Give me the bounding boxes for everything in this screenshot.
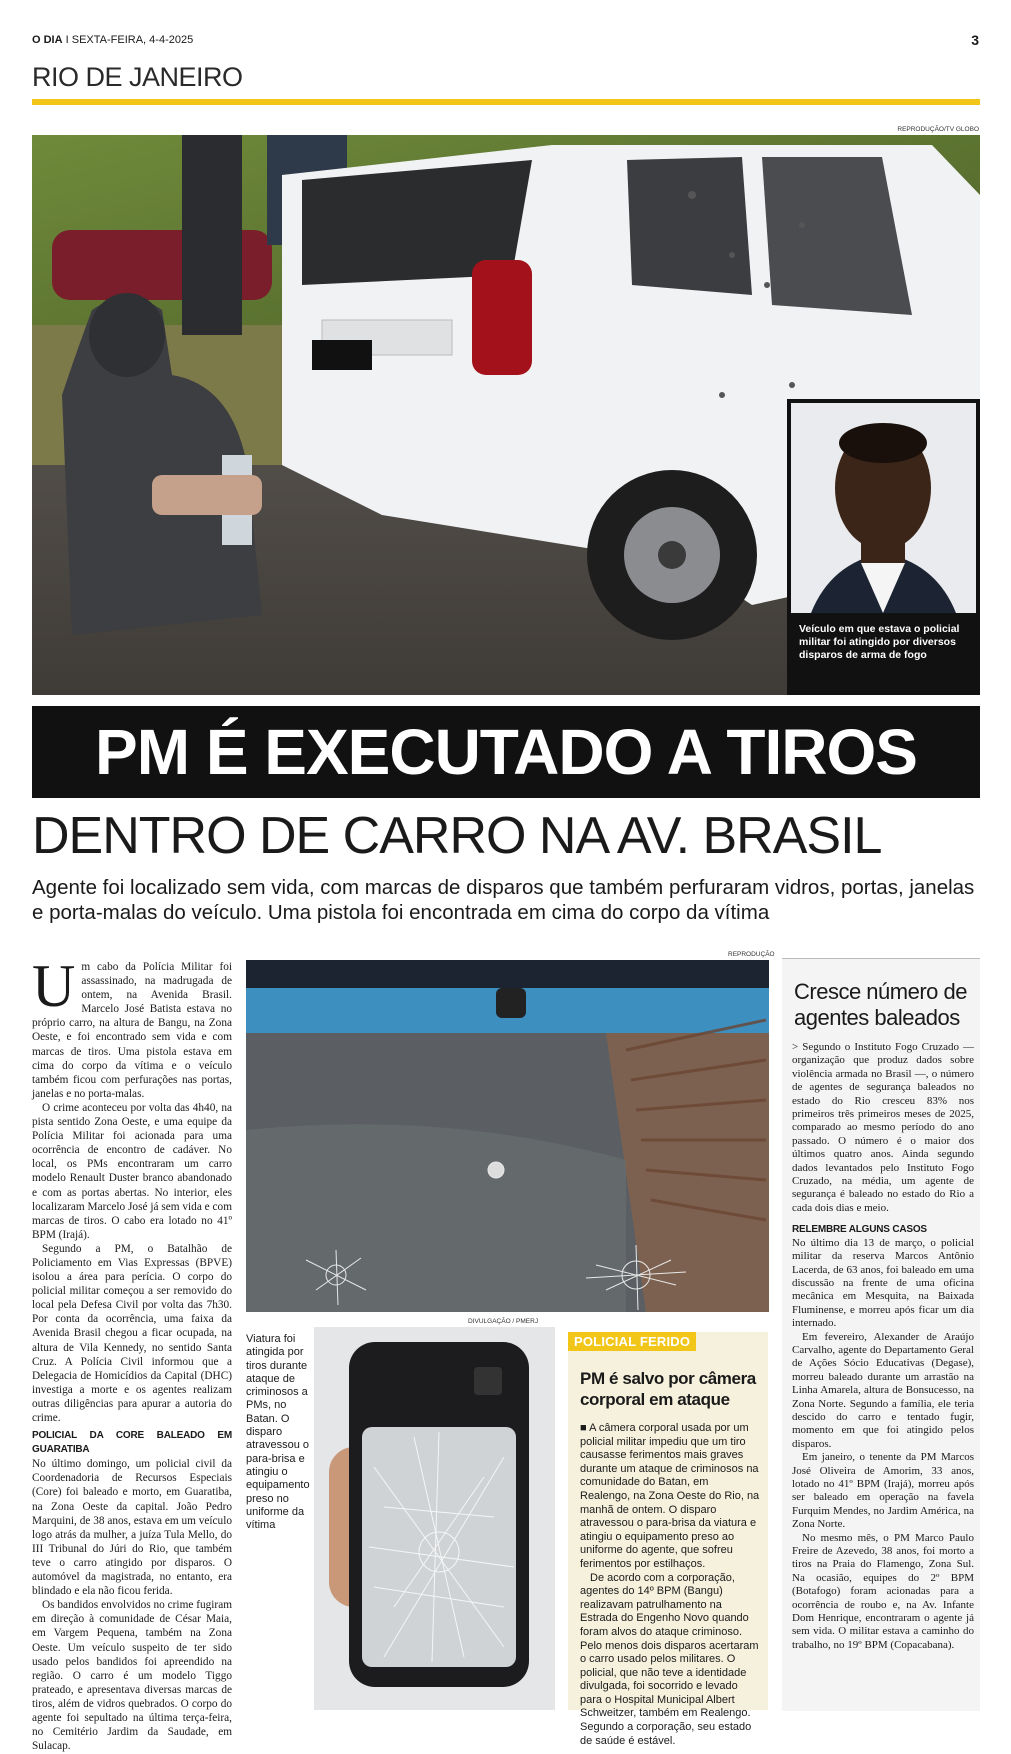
article-paragraph: No último domingo, um policial civil da Coordenadoria de Recursos Especiais (Core) foi baleado e morto, em Guaratiba, na Zona Oeste da capital. João Pedro Marquini, de 38 anos, estava em um veículo logo atrás da mulher, a juíza Tula Mello, do III Tribunal do Júri do Rio, que também teve o carro atingido por disparos. O automóvel da magistrada, no entanto, era blindado e ela não ficou ferida. [32,1458,232,1598]
page-number: 3 [971,32,979,48]
article-paragraph: O crime aconteceu por volta das 4h40, na pista sentido Zona Oeste, e uma equipe da Polícia Militar foi acionada para uma ocorrência de encontro de cadáver. No local, os PMs encontraram um carro modelo Renault Duster branco abandonado e com as portas abertas. No interior, eles localizaram Marcelo José já sem vida e com marcas de tiros. O cabo era lotado no 41º BPM (Irajá). [32,1101,232,1241]
main-photo-credit: REPRODUÇÃO/TV GLOBO [897,126,979,133]
section-title: RIO DE JANEIRO [32,62,243,92]
deck: Agente foi localizado sem vida, com marcas de disparos que também perfuraram vidros, portas, janelas e porta-malas do veículo. Uma pistola foi encontrada em cima do corpo da vítima [32,876,975,924]
brand-name: O DIA [32,34,63,46]
main-photo-caption: Veículo em que estava o policial militar foi atingido por diversos disparos de arma de fogo [791,617,976,668]
issue-date: SEXTA-FEIRA, 4-4-2025 [71,34,194,46]
article-paragraph: Os bandidos envolvidos no crime fugiram em direção à comunidade de César Maia, em Vargem Pequena, também na Zona Oeste. Um veículo suspeito de ter sido usado pelos bandidos foi apreendido na região. O carro é um modelo Tiggo prateado, e apresentava diversas marcas de tiros, além de vidros quebrados. O corpo do agente foi sepultado na última terça-feira, no Cemitério Jardim da Saudade, em Sulacap. [32,1599,232,1753]
article-column [32,953,232,1753]
sidebar-panel [782,958,980,1711]
sidebar-subhead: RELEMBRE ALGUNS CASOS [792,1224,927,1236]
article-subhead: POLICIAL DA CORE BALEADO EM GUARATIBA [32,1430,232,1456]
box-paragraph: ■ A câmera corporal usada por um policial militar impediu que um tiro causasse ferimentos mais graves durante um ataque de criminosos na comunidade do Batan, em Realengo, na Zona Oeste do Rio, na manhã de ontem. O disparo atravessou o para-brisa da viatura e atingiu o equipamento preso ao uniforme do agente, que sofreu ferimentos por estilhaços. [580,1422,760,1570]
sidebar-title: Cresce número de agentes baleados [794,979,967,1030]
article-paragraph: Segundo a PM, o Batalhão de Policiamento em Vias Expressas (BPVE) isolou a área para perícia. O corpo do policial militar começou a ser removido do local pela Defesa Civil por volta das 7h30. Por conta da ocorrência, uma faixa da Avenida Brasil chegou a ficar ocupada, na altura de Vila Kennedy, no sentido Santa Cruz. A Polícia Civil informou que a Delegacia de Homicídios da Capital (DHC) investiga a morte e os agentes realizam outras diligências para apurar a autoria do crime. [32,1242,232,1424]
box-body [580,1422,760,1748]
portrait-image [791,403,976,613]
sidebar-paragraph: Em fevereiro, Alexander de Araújo Carvalho, agente do Departamento Geral de Ações Sócio Educativas (Degase), morreu baleado durante um arrastão na Linha Amarela, altura de Bonsucesso, na Zona Norte. Segundo a família, ele teria descido do carro e tentado fugir, momento em que foi atingido pelos disparos. [792,1330,974,1450]
article-paragraph: m cabo da Polícia Militar foi assassinado, na madrugada de ontem, na Avenida Brasil. Marcelo José Batista estava no próprio carro, na altura de Bangu, na Zona Oeste, e foi encontrado sem vida e com marcas de tiros. Uma pistola estava em cima do corpo da vítima e o veículo também ficou com perfurações nas portas, janelas e no porta-malas. [32,961,232,1100]
box-policial-ferido [568,1332,768,1747]
section-rule [32,99,980,105]
box-tag: POLICIAL FERIDO [568,1332,696,1351]
subheadline: DENTRO DE CARRO NA AV. BRASIL [32,807,882,865]
victim-portrait [791,403,976,613]
sidebar-paragraph: > Segundo o Instituto Fogo Cruzado — organização que produz dados sobre violência armada no Brasil —, o número de agentes de segurança baleados no estado do Rio cresceu 83% nos primeiros três primeiros meses de 2025, comparado ao mesmo período do ano passado. O número é o maior dos últimos quatro anos. Ainda segundo dados levantados pelo Instituto Fogo Cruzado, na média, um agente de segurança é baleado no estado do Rio a cada dois dias e meio. [792,1041,974,1214]
camera-photo-caption: Viatura foi atingida por tiros durante ataque de criminosos a PMs, no Batan. O disparo atravessou o para-brisa e atingiu o equipamento preso no uniforme da vítima [246,1333,310,1532]
windshield-photo [246,960,769,1312]
drop-cap: U [32,953,76,1019]
masthead-line [32,34,193,46]
headline: PM É EXECUTADO A TIROS [95,716,917,788]
windshield-image [246,960,769,1312]
windshield-photo-credit: REPRODUÇÃO [728,951,775,958]
sidebar-paragraph: No último dia 13 de março, o policial militar da reserva Marcos Antônio Lacerda, de 63 anos, foi baleado em uma discussão na frente de uma oficina mecânica em Mesquita, na Baixada Fluminense, e morreu após ficar um dia internado. [792,1236,974,1330]
body-camera-image [314,1327,555,1710]
camera-photo-credit: DIVULGAÇÃO / PMERJ [468,1318,539,1325]
box-headline: PM é salvo por câmera corporal em ataque [580,1369,756,1409]
box-paragraph: De acordo com a corporação, agentes do 14º BPM (Bangu) realizavam patrulhamento na Estrada do Engenho Novo quando foram alvos do ataque criminoso. Pelo menos dois disparos acertaram o carro usado pelos militares. O policial, que não teve a identidade divulgada, foi socorrido e levado para o Hospital Municipal Albert Schweitzer, também em Realengo. Segundo a corporação, seu estado de saúde é estável. [580,1571,759,1747]
separator: I [65,34,69,46]
victim-portrait-frame [787,399,980,695]
sidebar-paragraph: No mesmo mês, o PM Marco Paulo Freire de Azevedo, 38 anos, foi morto a tiros na Praia do Flamengo, Zona Sul. Na ocasião, equipes do 2º BPM (Botafogo) foram acionadas para a ocorrência de roubo e, na Av. Infante Dom Henrique, encontraram o agente já sem vida. O militar estava a caminho do trabalho, no 19º BPM (Copacabana). [792,1531,974,1651]
body-camera-photo [314,1327,555,1710]
sidebar-body [792,1041,974,1652]
sidebar-paragraph: Em janeiro, o tenente da PM Marcos José Oliveira de Amorim, 33 anos, lotado no 41º BPM (Irajá), morreu após ser baleado em operação na favela Furquim Mendes, no Jardim América, na Zona Norte. [792,1451,974,1531]
